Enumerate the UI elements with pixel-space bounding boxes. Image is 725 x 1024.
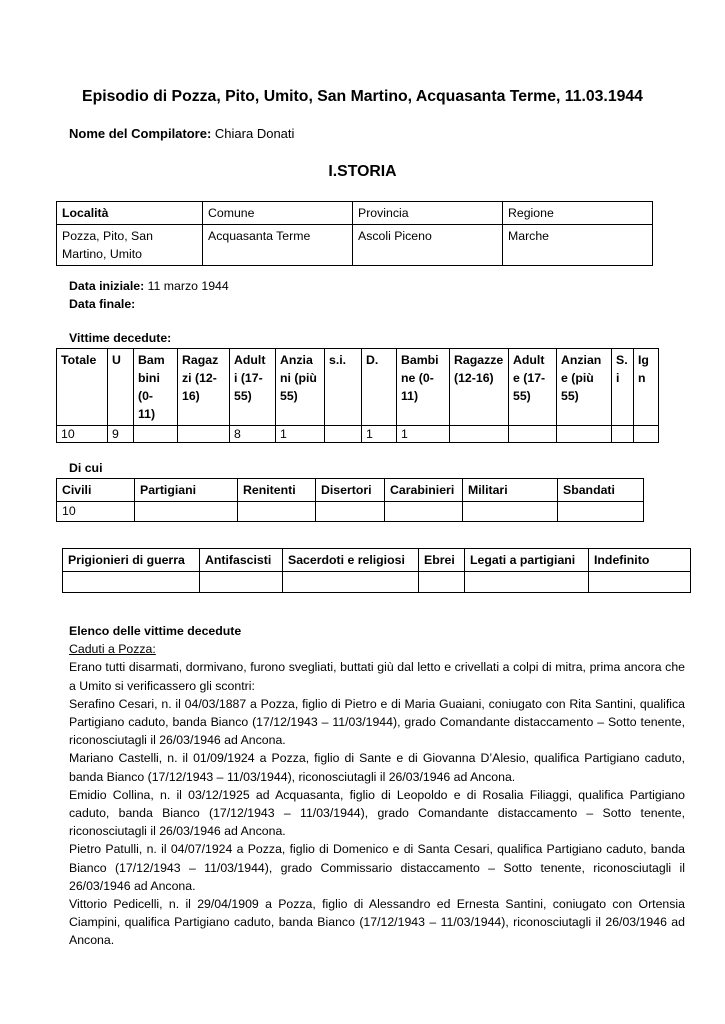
location-header-cell: Comune — [203, 202, 353, 225]
prisoners-header-cell: Legati a partigiani — [465, 549, 589, 572]
victims-value-cell — [557, 426, 612, 443]
victims-header-cell: Adult i (17- 55) — [230, 349, 276, 426]
di-cui-header-cell: Disertori — [316, 479, 385, 502]
di-cui-table — [56, 478, 644, 522]
di-cui-value-cell — [558, 502, 644, 522]
prisoners-value-cell — [589, 572, 691, 593]
victims-value-cell — [134, 426, 178, 443]
di-cui-header-cell: Civili — [57, 479, 135, 502]
list-paragraph: Pietro Patulli, n. il 04/07/1924 a Pozza, figlio di Domenico e di Santa Cesari, qualifica Partigiano caduto, banda Bianco (17/12/1943 – 11/03/1944), grado Commissario distaccamento – Sotto tenente, riconosciutagli il 26/03/1946 ad Ancona. — [69, 842, 685, 893]
prisoners-value-cell — [465, 572, 589, 593]
di-cui-value-cell — [316, 502, 385, 522]
di-cui-value-row — [57, 502, 644, 522]
di-cui-header-cell: Sbandati — [558, 479, 644, 502]
victims-list — [69, 622, 685, 950]
victims-value-cell — [634, 426, 659, 443]
victims-value-cell: 8 — [230, 426, 276, 443]
di-cui-value-cell — [463, 502, 558, 522]
prisoners-table — [62, 548, 691, 593]
di-cui-value-cell — [238, 502, 316, 522]
victims-header-cell: Anzian e (più 55) — [557, 349, 612, 426]
victims-value-cell — [325, 426, 362, 443]
victims-header-cell: Ig n — [634, 349, 659, 426]
victims-value-cell — [178, 426, 230, 443]
victims-header-cell: Bam bini (0- 11) — [134, 349, 178, 426]
prisoners-value-cell — [419, 572, 465, 593]
victims-header-row — [57, 349, 659, 426]
prisoners-header-cell: Antifascisti — [200, 549, 283, 572]
end-date-line — [69, 295, 229, 313]
location-header-cell: Provincia — [353, 202, 503, 225]
list-paragraph: Mariano Castelli, n. il 01/09/1924 a Pozza, figlio di Sante e di Giovanna D’Alesio, qualifica Partigiano caduto, banda Bianco (17/12/1943 – 11/03/1944), riconosciutagli il 26/03/1946 ad Ancona. — [69, 751, 685, 784]
victims-list-subheading: Caduti a Pozza: — [69, 642, 156, 657]
di-cui-value-cell: 10 — [57, 502, 135, 522]
di-cui-header-cell: Militari — [463, 479, 558, 502]
victims-header-cell: S. i — [612, 349, 634, 426]
di-cui-value-cell — [385, 502, 463, 522]
location-header-cell: Regione — [503, 202, 653, 225]
di-cui-header-row — [57, 479, 644, 502]
victims-value-cell: 10 — [57, 426, 108, 443]
location-value-cell: Acquasanta Terme — [203, 225, 353, 266]
victims-value-cell: 1 — [362, 426, 397, 443]
victims-header-cell: Adult e (17- 55) — [509, 349, 557, 426]
list-paragraph: Vittorio Pedicelli, n. il 29/04/1909 a Pozza, figlio di Alessandro ed Ernesta Santini, coniugato con Ortensia Ciampini, qualifica Partigiano caduto, banda Bianco (17/12/1943 – 11/03/1944), riconosciutagli il 26/03/1946 ad Ancona. — [69, 897, 685, 948]
prisoners-value-cell — [63, 572, 200, 593]
location-value-row — [57, 225, 653, 266]
prisoners-header-cell: Indefinito — [589, 549, 691, 572]
victims-value-cell: 9 — [108, 426, 134, 443]
start-date-line — [69, 277, 229, 295]
di-cui-header-cell: Renitenti — [238, 479, 316, 502]
dates-block — [69, 277, 229, 313]
compiler-name: Chiara Donati — [214, 126, 295, 141]
prisoners-header-cell: Sacerdoti e religiosi — [283, 549, 419, 572]
victims-header-cell: Ragazze (12-16) — [450, 349, 509, 426]
di-cui-header-cell: Carabinieri — [385, 479, 463, 502]
start-date-label: Data iniziale: — [69, 279, 145, 293]
victims-value-cell — [612, 426, 634, 443]
prisoners-header-cell: Prigionieri di guerra — [63, 549, 200, 572]
victims-label: Vittime decedute: — [69, 331, 172, 345]
prisoners-value-cell — [283, 572, 419, 593]
victims-header-cell: D. — [362, 349, 397, 426]
victims-value-cell: 1 — [397, 426, 450, 443]
list-paragraph: Serafino Cesari, n. il 04/03/1887 a Pozza, figlio di Pietro e di Maria Guaiani, coniugato con Rita Santini, qualifica Partigiano caduto, banda Bianco (17/12/1943 – 11/03/1944), grado Comandante distaccamento – Sotto tenente, riconosciutagli il 26/03/1946 ad Ancona. — [69, 696, 685, 748]
victims-table — [56, 348, 659, 443]
victims-header-cell: Totale — [57, 349, 108, 426]
victims-header-cell: Ragaz zi (12- 16) — [178, 349, 230, 426]
di-cui-header-cell: Partigiani — [135, 479, 238, 502]
di-cui-label: Di cui — [69, 461, 103, 475]
location-header-cell: Località — [57, 202, 203, 225]
compiler-label: Nome del Compilatore: — [69, 126, 212, 141]
victims-header-cell: Anzia ni (più 55) — [276, 349, 325, 426]
di-cui-value-cell — [135, 502, 238, 522]
location-table — [56, 201, 653, 266]
end-date-label: Data finale: — [69, 297, 136, 311]
location-value-cell: Ascoli Piceno — [353, 225, 503, 266]
victims-value-row — [57, 426, 659, 443]
prisoners-header-cell: Ebrei — [419, 549, 465, 572]
victims-value-cell: 1 — [276, 426, 325, 443]
start-date-value: 11 marzo 1944 — [147, 279, 229, 293]
prisoners-header-row — [63, 549, 691, 572]
location-header-row — [57, 202, 653, 225]
victims-list-heading: Elenco delle vittime decedute — [69, 624, 242, 638]
victims-value-cell — [509, 426, 557, 443]
prisoners-value-cell — [200, 572, 283, 593]
document-title: Episodio di Pozza, Pito, Umito, San Martino, Acquasanta Terme, 11.03.1944 — [82, 88, 643, 105]
location-value-cell: Marche — [503, 225, 653, 266]
section-heading: I.STORIA — [328, 163, 397, 180]
victims-header-cell: U — [108, 349, 134, 426]
prisoners-value-row — [63, 572, 691, 593]
victims-header-cell: s.i. — [325, 349, 362, 426]
compiler-line — [69, 126, 294, 141]
location-value-cell: Pozza, Pito, San Martino, Umito — [57, 225, 203, 266]
list-paragraph: Emidio Collina, n. il 03/12/1925 ad Acquasanta, figlio di Leopoldo e di Rosalia Filiaggi, qualifica Partigiano caduto, banda Bianco (17/12/1943 – 11/03/1944), grado Comandante distaccamento – Sotto tenente, riconosciutagli il 26/03/1946 ad Ancona. — [69, 787, 685, 839]
list-paragraph: Erano tutti disarmati, dormivano, furono svegliati, buttati giù dal letto e crivellati a colpi di mitra, prima ancora che a Umito si verificassero gli scontri: — [69, 660, 685, 693]
victims-header-cell: Bambi ne (0- 11) — [397, 349, 450, 426]
victims-value-cell — [450, 426, 509, 443]
